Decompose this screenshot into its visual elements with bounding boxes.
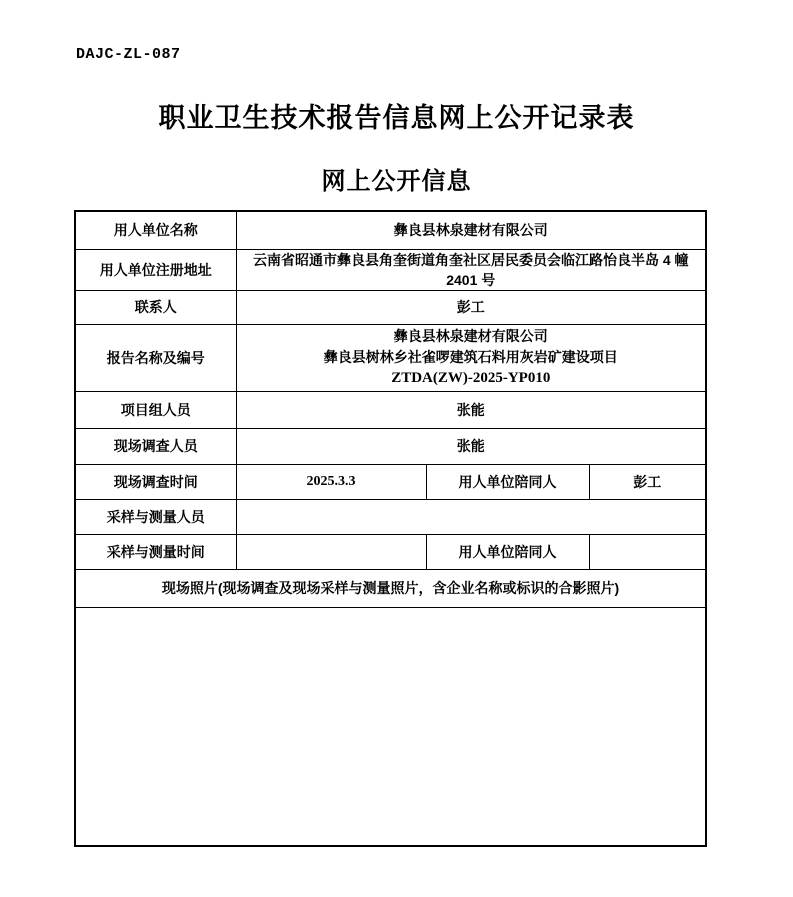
field-value [236,324,706,391]
report-line-company: 彝良县林泉建材有限公司 [393,328,548,344]
table-row-photo-caption [75,569,706,607]
field-label: 用人单位陪同人 [426,464,589,499]
field-label: 报告名称及编号 [75,324,236,391]
field-value: 彭工 [589,464,706,499]
table-row-project-team [75,391,706,428]
report-line-number: ZTDA(ZW)-2025-YP010 [391,370,551,386]
field-value [236,499,706,534]
field-label: 用人单位陪同人 [426,534,589,569]
table-row-sampling-time [75,534,706,569]
table-row-site-survey-staff [75,428,706,464]
field-label: 采样与测量时间 [75,534,236,569]
field-value: 云南省昭通市彝良县角奎街道角奎社区居民委员会临江路怡良半岛 4 幢 2401 号 [236,249,706,290]
table-row-employer-name [75,211,706,249]
photo-placeholder-area [75,607,706,846]
field-label: 用人单位名称 [75,211,236,249]
field-value: 张能 [236,391,706,428]
table-row-employer-address [75,249,706,290]
field-label: 现场调查人员 [75,428,236,464]
page-title: 职业卫生技术报告信息网上公开记录表 [158,103,635,133]
field-label: 用人单位注册地址 [75,249,236,290]
field-label: 现场调查时间 [75,464,236,499]
page-subtitle: 网上公开信息 [321,168,472,195]
field-value: 彝良县林泉建材有限公司 [236,211,706,249]
table-row-contact-person [75,290,706,324]
field-value: 彭工 [236,290,706,324]
field-label: 项目组人员 [75,391,236,428]
field-value [236,534,426,569]
report-line-project: 彝良县树林乡社雀啰建筑石料用灰岩矿建设项目 [323,349,618,365]
field-label: 采样与测量人员 [75,499,236,534]
table-row-report-name-number [75,324,706,391]
field-value [589,534,706,569]
table-row-site-survey-time [75,464,706,499]
table-row-photo-area [75,607,706,846]
report-name-lines [239,326,704,389]
field-value: 张能 [236,428,706,464]
table-row-sampling-staff [75,499,706,534]
photo-caption: 现场照片(现场调查及现场采样与测量照片，含企业名称或标识的合影照片) [75,569,706,607]
doc-code: DAJC-ZL-087 [76,46,181,63]
field-value: 2025.3.3 [236,464,426,499]
disclosure-record-table [74,210,707,847]
field-label: 联系人 [75,290,236,324]
